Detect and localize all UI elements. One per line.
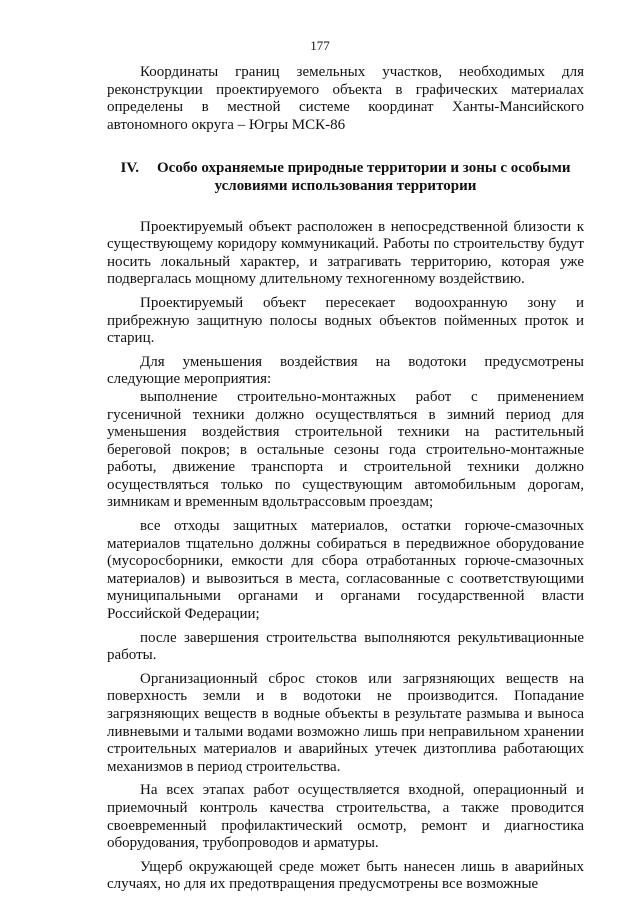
document-body (107, 64, 584, 894)
page-number: 177 (310, 38, 330, 53)
section-title: Особо охраняемые природные территории и зоны с особыми условиями использования территории (157, 160, 571, 194)
paragraph-3: Для уменьшения воздействия на водотоки предусмотрены следующие мероприятия: (107, 353, 584, 388)
paragraph-7: Организационный сброс стоков или загрязняющих веществ на поверхность земли и в водотоки не производится. Попадание загрязняющих веществ в водные объекты в результате размыва и выноса ливневыми и талыми водами возможно лишь при неправильном хранении строительных материалов и аварийных утечек дизтоплива работающих механизмов в период строительства. (107, 670, 584, 775)
paragraph-6: после завершения строительства выполняются рекультивационные работы. (107, 629, 584, 664)
paragraph-9: Ущерб окружающей среде может быть нанесен лишь в аварийных случаях, но для их предотвращения предусмотрены все возможные (107, 858, 584, 893)
section-heading (107, 160, 584, 195)
paragraph-5: все отходы защитных материалов, остатки горюче-смазочных материалов тщательно должны собираться в передвижное оборудование (мусоросборники, емкости для сбора отработанных горюче-смазочных материалов) и вывозиться в места, согласованные с соответствующими муниципальными органами и органами государственной власти Российской Федерации; (107, 518, 584, 623)
paragraph-1: Проектируемый объект расположен в непосредственной близости к существующему коридору коммуникаций. Работы по строительству будут носить локальный характер, и затрагивать территорию, которая уже подвергалась мощному длительному техногенному воздействию. (107, 218, 584, 288)
paragraph-8: На всех этапах работ осуществляется входной, операционный и приемочный контроль качества строительства, а также проводится своевременный профилактический осмотр, ремонт и диагностика оборудования, трубопроводов и арматуры. (107, 782, 584, 852)
coordinates-paragraph: Координаты границ земельных участков, необходимых для реконструкции проектируемого объекта в графических материалах определены в местной системе координат Ханты-Мансийского автономного округа – Югры МСК-86 (107, 64, 584, 133)
paragraph-4: выполнение строительно-монтажных работ с применением гусеничной техники должно осуществляться в зимний период для уменьшения воздействия строительной техники на растительный береговой покров; в остальные сезоны года строительно-монтажные работы, движение транспорта и строительной техники должно осуществляться только по существующим автомобильным дорогам, зимникам и временным вдольтрассовым проездам; (107, 388, 584, 511)
section-number: IV. (120, 160, 140, 177)
paragraph-2: Проектируемый объект пересекает водоохранную зону и прибрежную защитную полосы водных объектов пойменных проток и стариц. (107, 294, 584, 347)
